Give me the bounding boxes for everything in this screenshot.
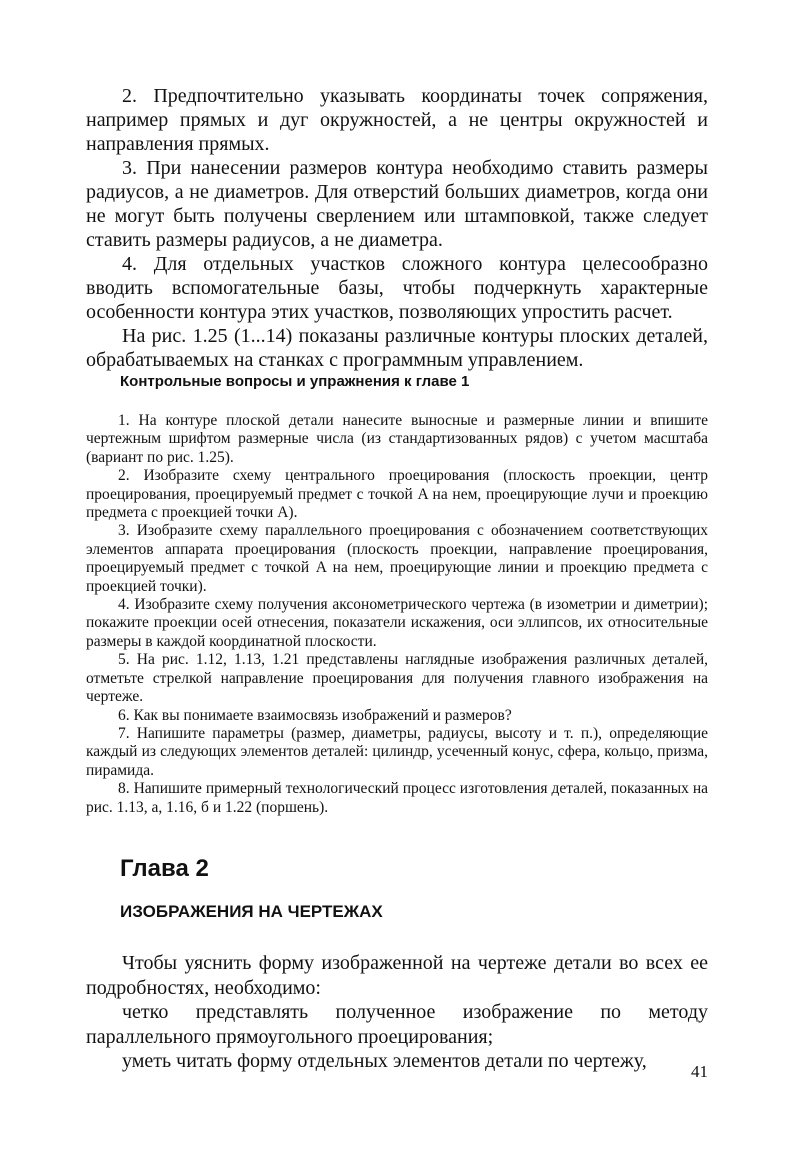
question-item: 4. Изобразите схему получения аксонометрического чертежа (в изометрии и диметрии); покажите проекции осей отнесения, показатели искажения, оси эллипсов, их относительные размеры в каждой координатной плоскости. xyxy=(86,596,708,650)
chapter-title: ИЗОБРАЖЕНИЯ НА ЧЕРТЕЖАХ xyxy=(120,902,383,921)
chapter-number: Глава 2 xyxy=(120,855,209,882)
chapter-paragraph: Чтобы уяснить форму изображенной на чертеже детали во всех ее подробностях, необходимо: xyxy=(86,952,708,999)
chapter-paragraph: уметь читать форму отдельных элементов детали по чертежу, xyxy=(122,1050,647,1072)
intro-text xyxy=(86,84,708,372)
questions-heading: Контрольные вопросы и упражнения к главе 1 xyxy=(120,373,470,390)
question-item: 7. Напишите параметры (размер, диаметры, радиусы, высоту и т. п.), определяющие каждый из следующих элементов деталей: цилиндр, усеченный конус, сфера, кольцо, призма, пирамида. xyxy=(86,724,708,779)
question-item: 3. Изобразите схему параллельного проецирования с обозначением соответствующих элементов аппарата проецирования (плоскость проекции, направление проецирования, проецируемый предмет с точкой A на нем, проецирующие линии и проекцию предмета с проекцией точки). xyxy=(86,522,708,595)
paragraph-figure-reference: На рис. 1.25 (1...14) показаны различные контуры плоских деталей, обрабатываемых на станках с программным управлением. xyxy=(86,325,708,371)
paragraph-point-4: 4. Для отдельных участков сложного контура целесообразно вводить вспомогательные базы, чтобы подчеркнуть характерные особенности контура этих участков, позволяющих упростить расчет. xyxy=(86,253,708,323)
chapter-intro-text xyxy=(86,951,708,1074)
paragraph-point-3: 3. При нанесении размеров контура необходимо ставить размеры радиусов, а не диаметров. Для отверстий больших диаметров, когда они не могут быть получены сверлением или штамповкой, также следует ставить размеры радиусов, а не диаметра. xyxy=(86,157,708,251)
chapter-paragraph: четко представлять полученное изображение по методу параллельного прямоугольного проецирования; xyxy=(86,1001,708,1048)
question-item: 8. Напишите примерный технологический процесс изготовления деталей, показанных на рис. 1.13, а, 1.16, б и 1.22 (поршень). xyxy=(86,780,708,816)
page-number: 41 xyxy=(691,1062,708,1081)
questions-list xyxy=(86,412,708,817)
question-item: 5. На рис. 1.12, 1.13, 1.21 представлены наглядные изображения различных деталей, отметьте стрелкой направление проецирования для получения главного изображения на чертеже. xyxy=(86,651,708,706)
paragraph-point-2: 2. Предпочтительно указывать координаты точек сопряжения, например прямых и дуг окружностей, а не центры окружностей и направления прямых. xyxy=(86,85,708,155)
question-item: 6. Как вы понимаете взаимосвязь изображений и размеров? xyxy=(118,706,512,724)
question-item: 2. Изобразите схему центрального проецирования (плоскость проекции, центр проецирования, проецируемый предмет с точкой A на нем, проецирующие лучи и проекцию предмета с проекцией точки A). xyxy=(86,467,708,522)
question-item: 1. На контуре плоской детали нанесите выносные и размерные линии и впишите чертежным шрифтом размерные числа (из стандартизованных рядов) с учетом масштаба (вариант по рис. 1.25). xyxy=(86,412,708,466)
